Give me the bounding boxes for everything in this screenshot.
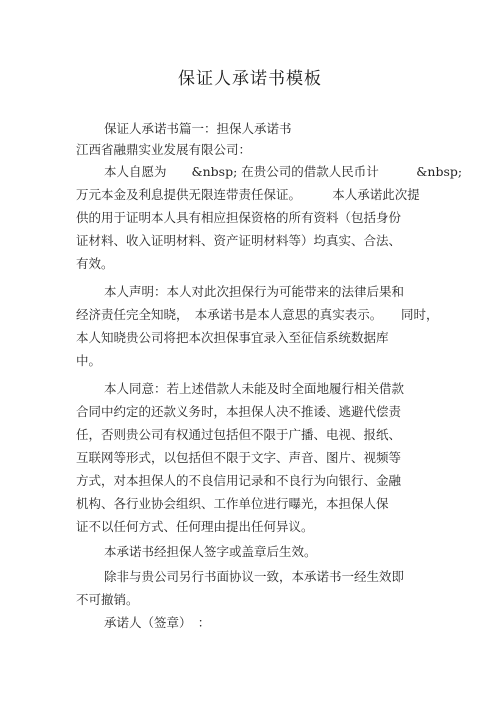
line-addressee: 江西省融鼎实业发展有限公司： (76, 142, 252, 157)
line-para4-1: 本承诺书经担保人签字或盖章后生效。 (104, 544, 317, 559)
line-para3-5: 方式，对本担保人的不良信用记录和不良行为向银行、金融 (76, 473, 402, 488)
line-signature: 承诺人（签章） ： (104, 615, 211, 630)
line-para1-1: 本人自愿为 &nbsp; 在贵公司的借款人民币计 &nbsp; (104, 164, 463, 179)
line-para3-2: 合同中约定的还款义务时，本担保人决不推诿、逃避代偿责 (76, 404, 402, 419)
line-para1-5: 有效。 (76, 256, 114, 271)
line-para3-1: 本人同意：若上述借款人未能及时全面地履行相关借款 (104, 381, 405, 396)
line-para2-3: 本人知晓贵公司将把本次担保事宜录入至征信系统数据库 (76, 330, 389, 345)
line-para2-2: 经济责任完全知晓， 本承诺书是本人意思的真实表示。 同时， (76, 307, 439, 322)
line-para5-1: 除非与贵公司另行书面协议一致，本承诺书一经生效即 (104, 569, 405, 584)
line-subtitle: 保证人承诺书篇一：担保人承诺书 (104, 121, 292, 136)
line-para1-3: 供的用于证明本人具有相应担保资格的所有资料（包括身份 (76, 210, 402, 225)
line-para3-4: 互联网等形式，以包括但不限于文字、声音、图片、视频等 (76, 450, 402, 465)
line-para1-4: 证材料、收入证明材料、资产证明材料等）均真实、合法、 (76, 233, 402, 248)
line-para3-3: 任，否则贵公司有权通过包括但不限于广播、电视、报纸、 (76, 427, 402, 442)
line-para2-4: 中。 (76, 353, 102, 368)
line-para2-1: 本人声明：本人对此次担保行为可能带来的法律后果和 (104, 284, 405, 299)
line-para3-6: 机构、各行业协会组织、工作单位进行曝光，本担保人保 (76, 496, 389, 511)
line-para5-2: 不可撤销。 (76, 592, 139, 607)
line-para3-7: 证不以任何方式、任何理由提出任何异议。 (76, 519, 314, 534)
document-title: 保证人承诺书模板 (178, 69, 322, 89)
line-para1-2: 万元本金及利息提供无限连带责任保证。 本人承诺此次提 (76, 187, 420, 202)
